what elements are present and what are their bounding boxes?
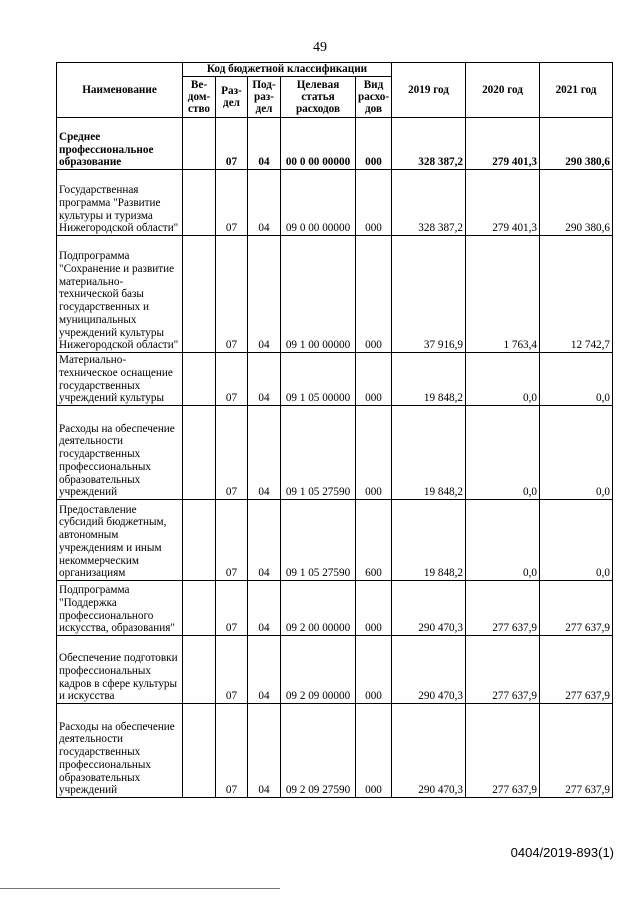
row-2021: 0,0 <box>540 406 613 500</box>
row-name: Расходы на обеспечение деятельности государственных профессиональных образовательных учреждений <box>57 704 183 798</box>
row-2019: 328 387,2 <box>392 170 466 236</box>
row-celevaya: 09 1 05 27590 <box>281 500 356 581</box>
row-2021: 0,0 <box>540 353 613 406</box>
row-2021: 12 742,7 <box>540 236 613 353</box>
row-2021: 277 637,9 <box>540 581 613 636</box>
row-podrazdel: 04 <box>248 170 281 236</box>
row-celevaya: 09 1 05 00000 <box>281 353 356 406</box>
row-2019: 290 470,3 <box>392 581 466 636</box>
row-ved <box>183 500 216 581</box>
row-2021: 277 637,9 <box>540 636 613 704</box>
row-razdel: 07 <box>216 118 248 170</box>
row-name: Материально-техническое оснащение государственных учреждений культуры <box>57 353 183 406</box>
row-razdel: 07 <box>216 636 248 704</box>
row-vid: 000 <box>356 118 392 170</box>
row-2020: 277 637,9 <box>466 636 540 704</box>
row-podrazdel: 04 <box>248 581 281 636</box>
row-2020: 0,0 <box>466 353 540 406</box>
page-number: 49 <box>313 40 327 55</box>
row-2020: 277 637,9 <box>466 581 540 636</box>
row-name: Подпрограмма "Поддержка профессионального искусства, образования" <box>57 581 183 636</box>
row-ved <box>183 636 216 704</box>
row-2021: 290 380,6 <box>540 170 613 236</box>
header-2020: 2020 год <box>466 63 540 118</box>
row-2019: 328 387,2 <box>392 118 466 170</box>
row-celevaya: 09 1 00 00000 <box>281 236 356 353</box>
budget-table <box>56 62 613 798</box>
row-podrazdel: 04 <box>248 353 281 406</box>
header-code-group: Код бюджетной классификации <box>183 63 392 77</box>
header-name: Наименование <box>57 63 183 118</box>
header-podrazdel: Под-раз-дел <box>248 77 281 118</box>
row-ved <box>183 353 216 406</box>
row-vid: 000 <box>356 236 392 353</box>
header-razdel: Раз-дел <box>216 77 248 118</box>
row-ved <box>183 236 216 353</box>
row-name: Обеспечение подготовки профессиональных кадров в сфере культуры и искусства <box>57 636 183 704</box>
table-row <box>57 353 613 406</box>
row-name: Подпрограмма "Сохранение и развитие материально-технической базы государственных и муниципальных учреждений культуры Нижегородской области" <box>57 236 183 353</box>
row-2021: 290 380,6 <box>540 118 613 170</box>
row-celevaya: 09 1 05 27590 <box>281 406 356 500</box>
row-razdel: 07 <box>216 170 248 236</box>
row-ved <box>183 170 216 236</box>
row-2020: 1 763,4 <box>466 236 540 353</box>
header-2021: 2021 год <box>540 63 613 118</box>
row-ved <box>183 118 216 170</box>
row-2019: 19 848,2 <box>392 406 466 500</box>
row-name: Среднее профессиональное образование <box>57 118 183 170</box>
row-vid: 000 <box>356 170 392 236</box>
row-podrazdel: 04 <box>248 704 281 798</box>
row-celevaya: 00 0 00 00000 <box>281 118 356 170</box>
row-2020: 0,0 <box>466 406 540 500</box>
table-row <box>57 704 613 798</box>
table-row <box>57 170 613 236</box>
header-celevaya: Целевая статья расходов <box>281 77 356 118</box>
row-vid: 600 <box>356 500 392 581</box>
row-podrazdel: 04 <box>248 500 281 581</box>
table-row <box>57 236 613 353</box>
row-2020: 277 637,9 <box>466 704 540 798</box>
row-razdel: 07 <box>216 704 248 798</box>
row-razdel: 07 <box>216 236 248 353</box>
row-razdel: 07 <box>216 500 248 581</box>
header-2019: 2019 год <box>392 63 466 118</box>
row-ved <box>183 704 216 798</box>
row-2021: 0,0 <box>540 500 613 581</box>
row-2019: 290 470,3 <box>392 704 466 798</box>
row-celevaya: 09 2 00 00000 <box>281 581 356 636</box>
row-celevaya: 09 2 09 27590 <box>281 704 356 798</box>
header-vedomstvo: Ве-дом-ство <box>183 77 216 118</box>
scan-artifact-line <box>0 888 280 889</box>
table-row <box>57 636 613 704</box>
header-vid: Вид расхо-дов <box>356 77 392 118</box>
table-row <box>57 500 613 581</box>
table-row <box>57 118 613 170</box>
row-razdel: 07 <box>216 581 248 636</box>
row-podrazdel: 04 <box>248 406 281 500</box>
row-2020: 279 401,3 <box>466 118 540 170</box>
row-2021: 277 637,9 <box>540 704 613 798</box>
row-name: Государственная программа "Развитие культуры и туризма Нижегородской области" <box>57 170 183 236</box>
row-podrazdel: 04 <box>248 236 281 353</box>
row-celevaya: 09 0 00 00000 <box>281 170 356 236</box>
row-ved <box>183 406 216 500</box>
row-podrazdel: 04 <box>248 118 281 170</box>
row-vid: 000 <box>356 581 392 636</box>
row-vid: 000 <box>356 636 392 704</box>
row-celevaya: 09 2 09 00000 <box>281 636 356 704</box>
row-2020: 0,0 <box>466 500 540 581</box>
row-ved <box>183 581 216 636</box>
row-2019: 290 470,3 <box>392 636 466 704</box>
row-razdel: 07 <box>216 353 248 406</box>
row-vid: 000 <box>356 704 392 798</box>
row-2019: 19 848,2 <box>392 353 466 406</box>
row-2019: 19 848,2 <box>392 500 466 581</box>
row-razdel: 07 <box>216 406 248 500</box>
document-code: 0404/2019-893(1) <box>510 845 614 860</box>
row-podrazdel: 04 <box>248 636 281 704</box>
row-2019: 37 916,9 <box>392 236 466 353</box>
row-vid: 000 <box>356 406 392 500</box>
table-row <box>57 406 613 500</box>
row-name: Расходы на обеспечение деятельности государственных профессиональных образовательных учреждений <box>57 406 183 500</box>
row-vid: 000 <box>356 353 392 406</box>
row-2020: 279 401,3 <box>466 170 540 236</box>
row-name: Предоставление субсидий бюджетным, автономным учреждениям и иным некоммерческим организациям <box>57 500 183 581</box>
table-row <box>57 581 613 636</box>
